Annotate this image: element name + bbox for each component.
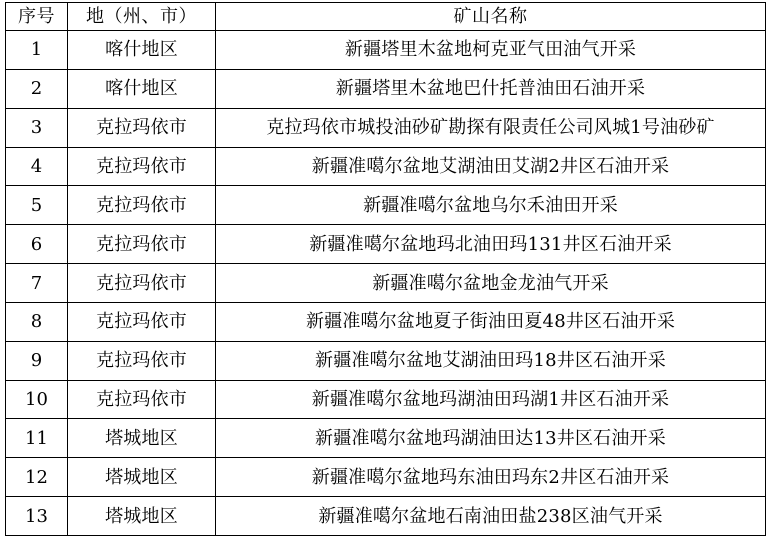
cell-serial-number: 12: [6, 458, 68, 497]
cell-mine-name: 新疆准噶尔盆地夏子街油田夏48井区石油开采: [216, 302, 766, 341]
table-row: [6, 341, 766, 380]
mine-list-table: [5, 2, 766, 536]
cell-serial-number: 3: [6, 108, 68, 147]
cell-serial-number: 4: [6, 147, 68, 186]
cell-mine-name: 克拉玛依市城投油砂矿勘探有限责任公司风城1号油砂矿: [216, 108, 766, 147]
cell-serial-number: 6: [6, 225, 68, 264]
cell-mine-name: 新疆准噶尔盆地玛北油田玛131井区石油开采: [216, 225, 766, 264]
cell-region: 克拉玛依市: [68, 186, 216, 225]
cell-serial-number: 10: [6, 380, 68, 419]
table-row: [6, 458, 766, 497]
cell-region: 克拉玛依市: [68, 341, 216, 380]
cell-serial-number: 13: [6, 497, 68, 536]
column-header-region: 地（州、市）: [68, 3, 216, 31]
column-header-mine-name: 矿山名称: [216, 3, 766, 31]
cell-serial-number: 1: [6, 31, 68, 70]
cell-region: 塔城地区: [68, 497, 216, 536]
table-row: [6, 108, 766, 147]
cell-mine-name: 新疆准噶尔盆地玛湖油田玛湖1井区石油开采: [216, 380, 766, 419]
cell-region: 克拉玛依市: [68, 380, 216, 419]
table-row: [6, 380, 766, 419]
cell-region: 喀什地区: [68, 69, 216, 108]
table-header: [6, 3, 766, 31]
cell-serial-number: 11: [6, 419, 68, 458]
column-header-serial-number: 序号: [6, 3, 68, 31]
cell-mine-name: 新疆准噶尔盆地玛东油田玛东2井区石油开采: [216, 458, 766, 497]
cell-serial-number: 9: [6, 341, 68, 380]
table-row: [6, 302, 766, 341]
table-row: [6, 69, 766, 108]
cell-mine-name: 新疆塔里木盆地柯克亚气田油气开采: [216, 31, 766, 70]
cell-serial-number: 7: [6, 264, 68, 303]
table-row: [6, 186, 766, 225]
table-body: [6, 31, 766, 536]
table-row: [6, 264, 766, 303]
table-row: [6, 31, 766, 70]
table-row: [6, 147, 766, 186]
cell-mine-name: 新疆准噶尔盆地玛湖油田达13井区石油开采: [216, 419, 766, 458]
cell-mine-name: 新疆准噶尔盆地艾湖油田艾湖2井区石油开采: [216, 147, 766, 186]
cell-serial-number: 2: [6, 69, 68, 108]
cell-mine-name: 新疆塔里木盆地巴什托普油田石油开采: [216, 69, 766, 108]
cell-region: 克拉玛依市: [68, 302, 216, 341]
table-row: [6, 419, 766, 458]
cell-serial-number: 5: [6, 186, 68, 225]
cell-region: 克拉玛依市: [68, 264, 216, 303]
cell-mine-name: 新疆准噶尔盆地艾湖油田玛18井区石油开采: [216, 341, 766, 380]
table-header-row: [6, 3, 766, 31]
cell-region: 克拉玛依市: [68, 147, 216, 186]
cell-mine-name: 新疆准噶尔盆地金龙油气开采: [216, 264, 766, 303]
cell-mine-name: 新疆准噶尔盆地石南油田盐238区油气开采: [216, 497, 766, 536]
table-row: [6, 497, 766, 536]
cell-region: 塔城地区: [68, 458, 216, 497]
cell-region: 克拉玛依市: [68, 225, 216, 264]
cell-region: 克拉玛依市: [68, 108, 216, 147]
cell-mine-name: 新疆准噶尔盆地乌尔禾油田开采: [216, 186, 766, 225]
cell-region: 塔城地区: [68, 419, 216, 458]
cell-serial-number: 8: [6, 302, 68, 341]
table-row: [6, 225, 766, 264]
cell-region: 喀什地区: [68, 31, 216, 70]
